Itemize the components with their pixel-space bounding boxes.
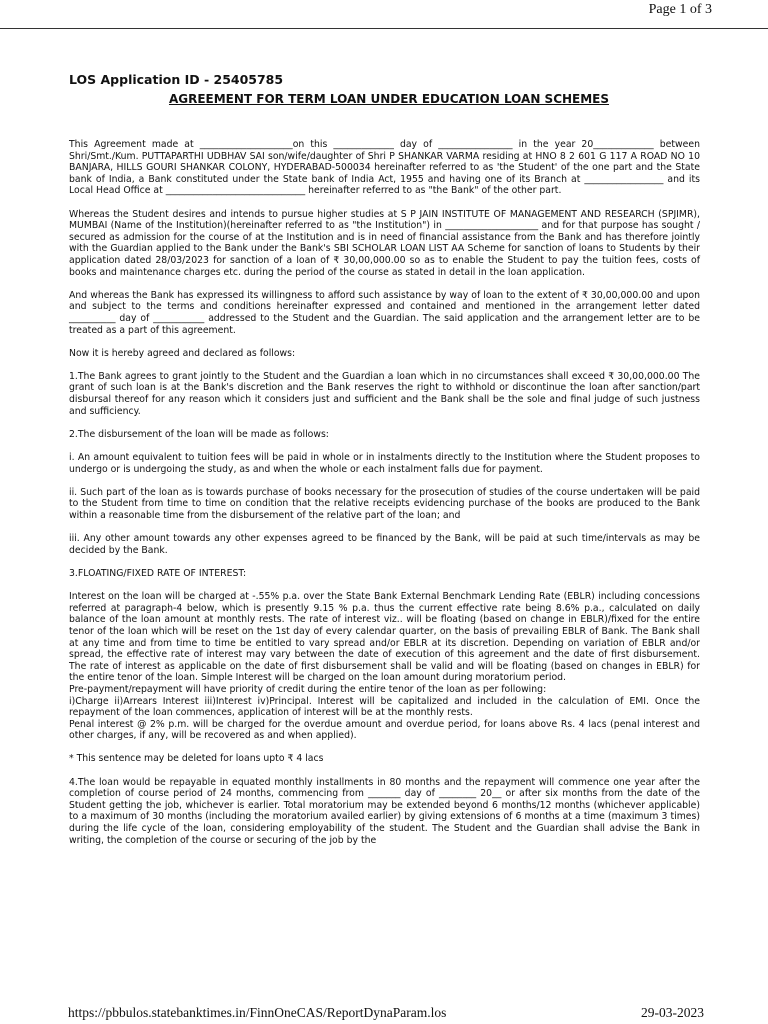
clause-1: 1.The Bank agrees to grant jointly to the Student and the Guardian a loan which in no circumstances shall exceed ₹ 30,00,000.00 The grant of such loan is at the Bank's discretion and the Bank reserves the right to withhold or discontinue the loan after sanction/part disbursal thereof for any reason which it considers just and sufficient and the Bank shall be the sole and final judge of such justness and sufficiency.: [69, 370, 700, 417]
footer-url: https://pbbulos.statebanktimes.in/FinnOneCAS/ReportDynaParam.los: [68, 1005, 447, 1020]
footer-date: 29-03-2023: [641, 1005, 704, 1020]
clause-3-heading: 3.FLOATING/FIXED RATE OF INTEREST:: [69, 567, 247, 579]
prepayment-priority: Pre-payment/repayment will have priority of credit during the entire tenor of the loan as per following:: [69, 683, 547, 695]
header-divider: [0, 28, 768, 29]
penal-interest: Penal interest @ 2% p.m. will be charged for the overdue amount and overdue period, for loans above Rs. 4 lacs (penal interest and other charges, if any, will be recovered as and when applied).: [69, 718, 700, 742]
application-id: LOS Application ID - 25405785: [69, 72, 284, 87]
paragraph-whereas-bank: And whereas the Bank has expressed its willingness to afford such assistance by way of loan to the extent of ₹ 30,00,000.00 and upon and subject to the terms and conditions hereinafter expressed and contained and mentioned in the arrangement letter dated __________ day of ___________ addressed to the Student and the Guardian. The said application and the arrangement letter are to be treated as a part of this agreement.: [69, 289, 700, 336]
agreement-body: [69, 139, 700, 858]
clause-4: 4.The loan would be repayable in equated monthly installments in 80 months and the repayment will commence one year after the completion of course period of 24 months, commencing from _______ day of ________ 20__ or after six months from the date of the Student getting the job, whichever is earlier. Total moratorium may be extended beyond 6 months/12 months (whichever applicable) to a maximum of 30 months (including the moratorium availed earlier) by giving extensions of 6 months at a time (maximum 3 times) during the life cycle of the loan, considering employability of the student. The Student and the Guardian shall advise the Bank in writing, the completion of the course or securing of the job by the: [69, 776, 700, 846]
clause-2-i: i. An amount equivalent to tuition fees will be paid in whole or in instalments directly to the Institution where the Student proposes to undergo or is undergoing the study, as and when the whole or each instalment falls due for payment.: [69, 452, 700, 475]
clause-2-iii: iii. Any other amount towards any other expenses agreed to be financed by the Bank, will be paid at such time/intervals as may be decided by the Bank.: [69, 533, 700, 556]
footnote-deletion: * This sentence may be deleted for loans upto ₹ 4 lacs: [69, 753, 324, 765]
clause-2-ii: ii. Such part of the loan as is towards purchase of books necessary for the prosecution of studies of the course undertaken will be paid to the Student from time to time on condition that the relative receipts evidencing purchase of the books are produced to the Bank within a reasonable time from the disbursement of the relative part of the loan; and: [69, 486, 700, 521]
page-number: Page 1 of 3: [648, 2, 712, 17]
paragraph-agreed: Now it is hereby agreed and declared as follows:: [69, 347, 296, 359]
interest-terms: Interest on the loan will be charged at -.55% p.a. over the State Bank External Benchmark Lending Rate (EBLR) including concessions referred at paragraph-4 below, which is presently 9.15 % p.a. thus the current effective rate being 8.6% p.a., calculated on daily balance of the loan amount at monthly rests. The rate of interest viz.. will be floating (based on change in EBLR)/fixed for the entire tenor of the loan which will be reset on the 1st day of every calendar quarter, on the basis of prevailing EBLR of Bank. The Bank shall at any time and from time to time be entitled to vary spread and/or EBLR at its discretion. Depending on variation of EBLR and/or spread, the effective rate of interest may vary between the date of execution of this agreement and the date of first disbursement. The rate of interest as applicable on the date of first disbursement shall be valid and will be floating (based on changes in EBLR) for the entire tenor of the loan. Simple Interest will be charged on the loan amount during moratorium period.: [69, 591, 700, 684]
document-title: AGREEMENT FOR TERM LOAN UNDER EDUCATION LOAN SCHEMES: [168, 92, 610, 106]
paragraph-whereas-student: Whereas the Student desires and intends to pursue higher studies at S P JAIN INSTITUTE OF MANAGEMENT AND RESEARCH (SPJIMR), MUMBAI (Name of the Institution)(hereinafter referred to as "the Institution") in ____________________ and for that purpose has sought / secured as admission for the course of at the Institution and is in need of financial assistance from the Bank and has therefore jointly with the Guardian applied to the Bank under the Bank's SBI SCHOLAR LOAN LIST AA Scheme for sanction of loans to Students by their application dated 28/03/2023 for sanction of a loan of ₹ 30,00,000.00 so as to enable the Student to pay the tuition fees, costs of books and maintenance charges etc. during the period of the course as stated in detail in the loan application.: [69, 208, 700, 278]
document-header: [69, 72, 709, 106]
paragraph-parties: This Agreement made at ____________________on this _____________ day of ________________ in the year 20_____________ between Shri/Smt./Kum. PUTTAPARTHI UDBHAV SAI son/wife/daughter of Shri P SHANKAR VARMA residing at HNO 8 2 601 G 117 A ROAD NO 10 BANJARA, HILLS GOURI SHANKAR COLONY, HYDERABAD-500034 hereinafter referred to as 'the Student' of the one part and the State bank of India, a Bank constituted under the State bank of India Act, 1955 and having one of its Branch at _________________ and its Local Head Office at ______________________________ hereinafter referred to as "the Bank" of the other part.: [69, 139, 700, 197]
clause-2-heading: 2.The disbursement of the loan will be made as follows:: [69, 428, 329, 440]
credit-order: i)Charge ii)Arrears Interest iii)Interest iv)Principal. Interest will be capitalized and included in the calculation of EMI. Once the repayment of the loan commences, application of interest will be at the monthly rests.: [69, 695, 700, 719]
